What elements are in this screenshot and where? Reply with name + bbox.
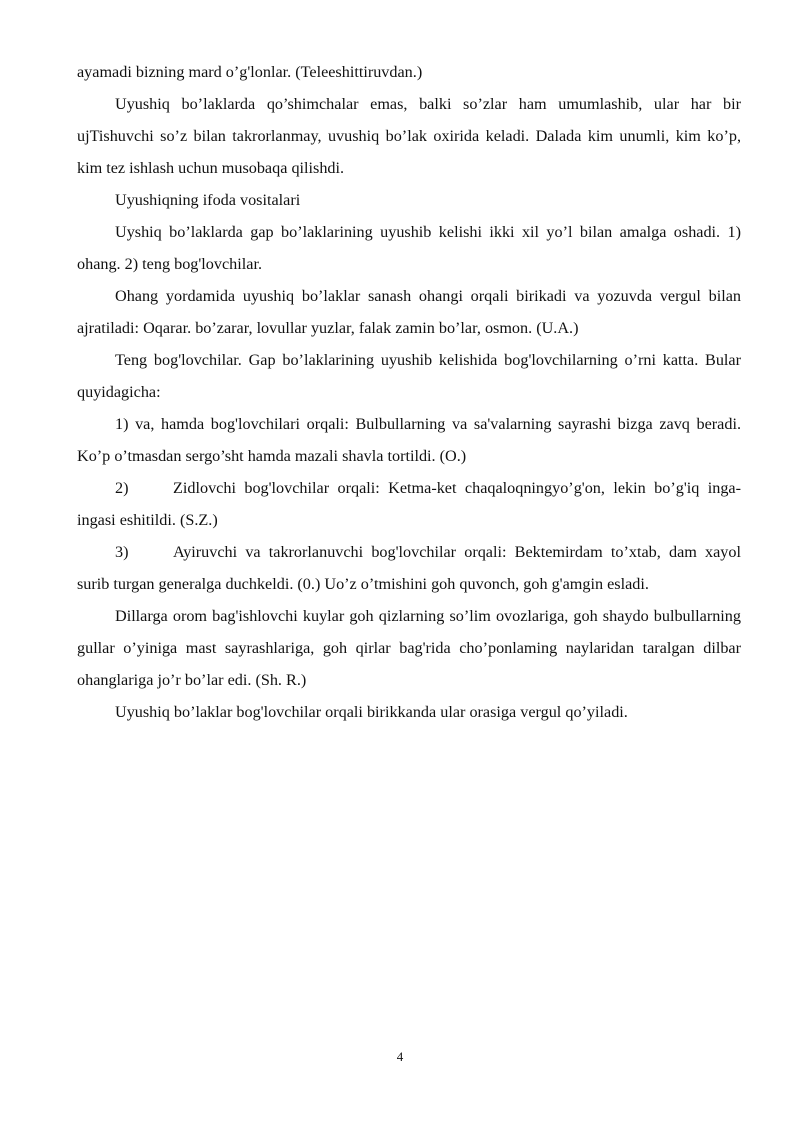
list-item <box>77 472 741 536</box>
paragraph: Ohang yordamida uyushiq bo’laklar sanash ohangi orqali birikadi va yozuvda vergul bilan ajratiladi: Oqarar. bo’zarar, lovullar yuzlar, falak zamin bo’lar, osmon. (U.A.) <box>77 287 741 337</box>
list-number: 2) <box>115 479 129 497</box>
paragraph: Teng bog'lovchilar. Gap bo’laklarining uyushib kelishida bog'lovchilarning o’rni katta. Bular quyidagicha: <box>77 351 741 401</box>
document-body <box>77 56 741 728</box>
paragraph: Uyushiq bo’laklarda qo’shimchalar emas, balki so’zlar ham umumlashib, ular har bir ujTishuvchi so’z bilan takrorlanmay, uvushiq bo’lak oxirida keladi. Dalada kim unumli, kim ko’p, kim tez ishlash uchun musobaqa qilishdi. <box>77 95 741 177</box>
paragraph: Uyshiq bo’laklarda gap bo’laklarining uyushib kelishi ikki xil yo’l bilan amalga oshadi. 1) ohang. 2) teng bog'lovchilar. <box>77 223 741 273</box>
list-item <box>77 536 741 600</box>
list-item: 1) va, hamda bog'lovchilari orqali: Bulbullarning va sa'valarning sayrashi bizga zavq beradi. Ko’p o’tmasdan sergo’sht hamda mazali shavla tortildi. (O.) <box>77 415 741 465</box>
list-item-text: Zidlovchi bog'lovchilar orqali: Ketma-ket chaqaloqningyo’g'on, lekin bo’g'iq inga-ingasi eshitildi. (S.Z.) <box>77 479 741 529</box>
page-number: 4 <box>396 1049 404 1064</box>
list-number: 3) <box>115 543 129 561</box>
paragraph: ayamadi bizning mard o’g'lonlar. (Teleeshittiruvdan.) <box>77 63 423 81</box>
list-item-text: Ayiruvchi va takrorlanuvchi bog'lovchilar orqali: Bektemirdam to’xtab, dam xayol surib turgan generalga duchkeldi. (0.) Uo’z o’tmishini goh quvonch, goh g'amgin esladi. <box>77 543 741 593</box>
paragraph: Dillarga orom bag'ishlovchi kuylar goh qizlarning so’lim ovozlariga, goh shaydo bulbullarning gullar o’yiniga mast sayrashlariga, goh qirlar bag'rida cho’ponlaming naylaridan taralgan dilbar ohanglariga jo’r bo’lar edi. (Sh. R.) <box>77 607 741 689</box>
section-heading: Uyushiqning ifoda vositalari <box>115 191 301 209</box>
paragraph: Uyushiq bo’laklar bog'lovchilar orqali birikkanda ular orasiga vergul qo’yiladi. <box>115 703 628 721</box>
